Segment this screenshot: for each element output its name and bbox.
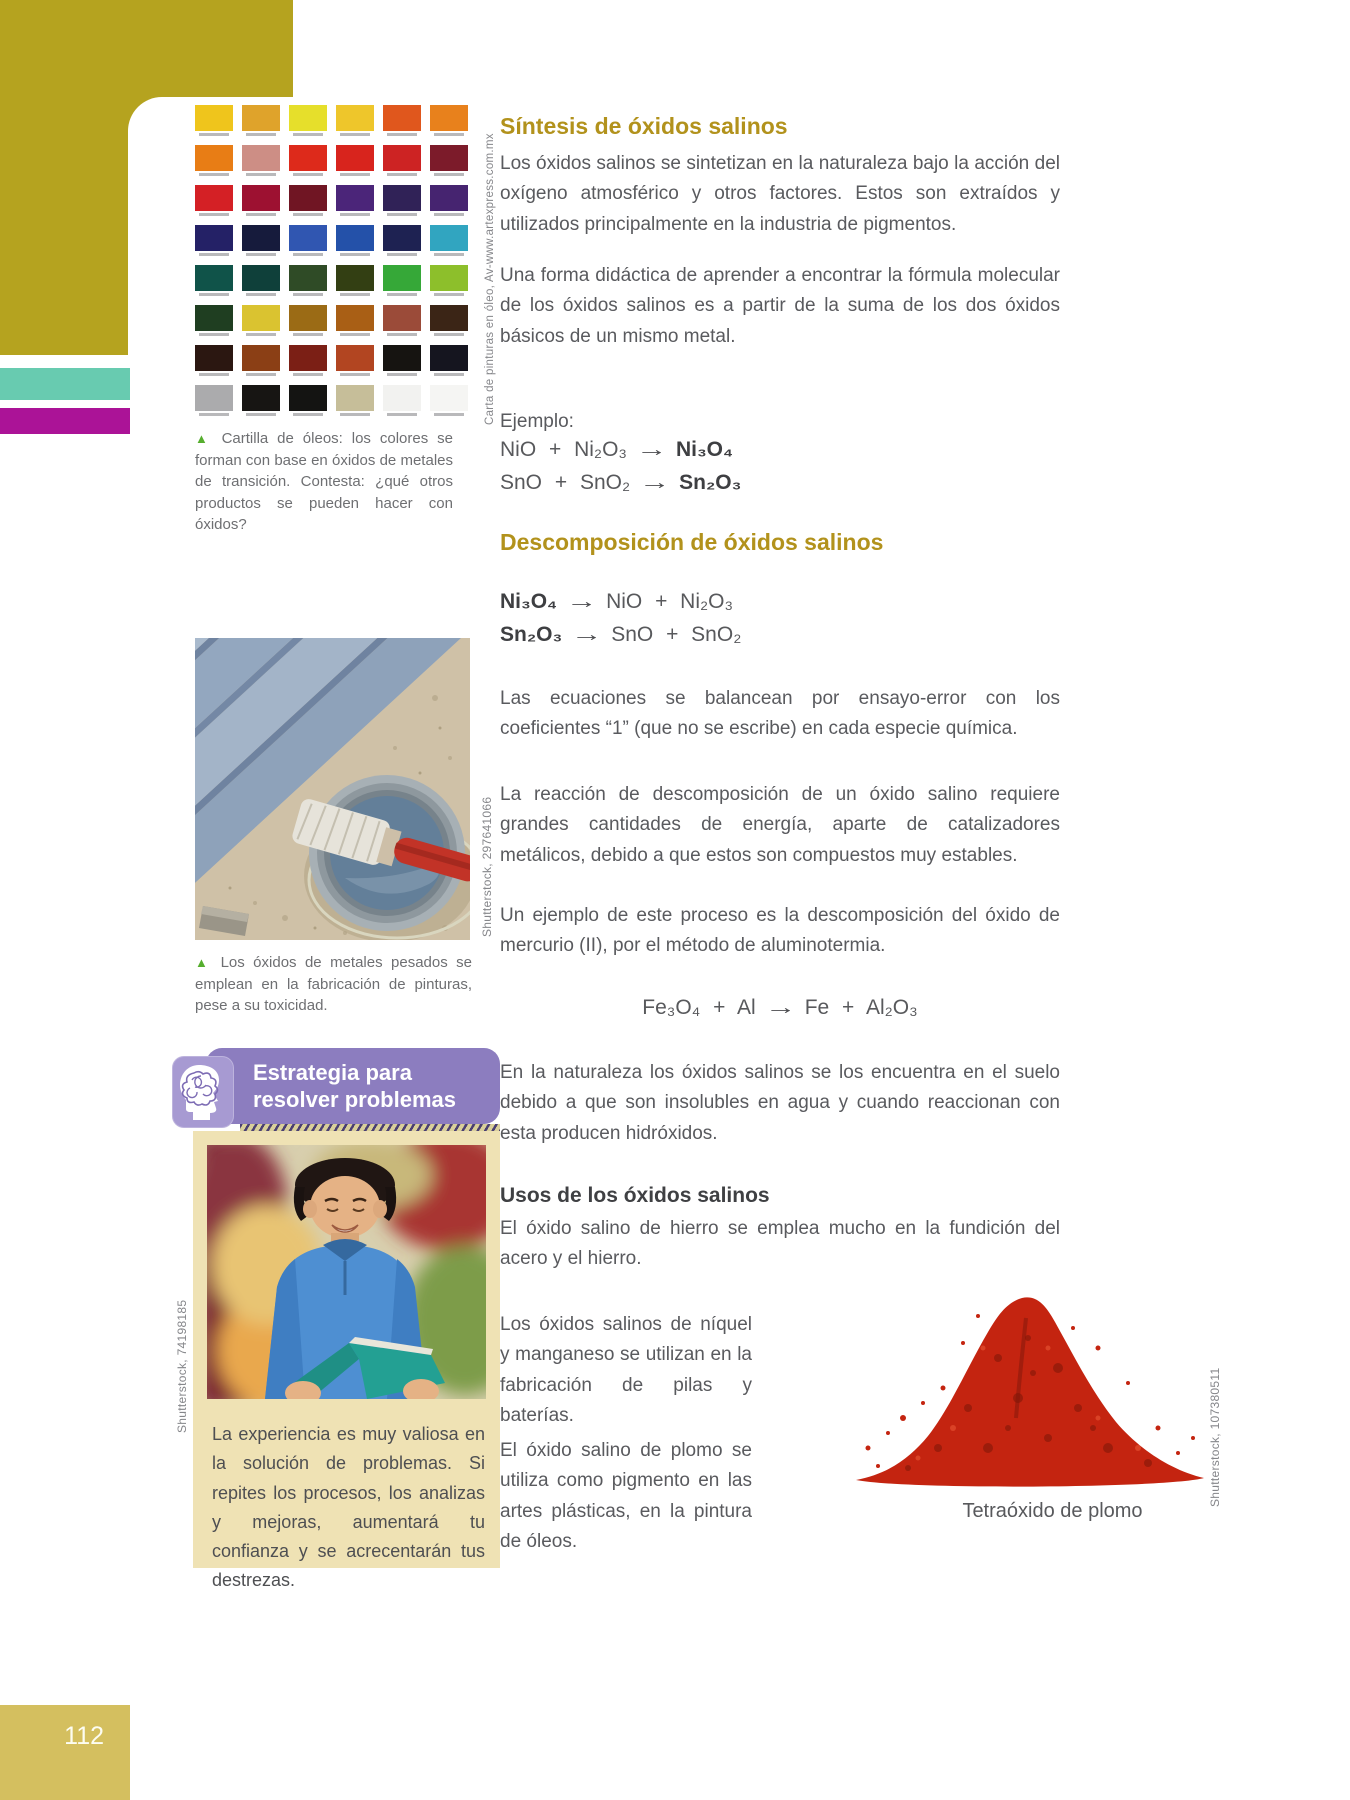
paint-swatch-label (293, 293, 323, 296)
paint-swatch-label (387, 133, 417, 136)
paint-swatch (242, 345, 280, 376)
chart-caption (195, 428, 453, 536)
paint-swatch (195, 385, 233, 416)
paint-swatch-label (293, 333, 323, 336)
paint-swatch (242, 305, 280, 336)
paint-swatch (289, 385, 327, 416)
paint-caption-text: Los óxidos de metales pesados se emplean en la fabricación de pinturas, pese a su toxicidad. (195, 954, 472, 1014)
paint-can-photo-image (195, 638, 470, 940)
paragraph: Las ecuaciones se balancean por ensayo-error con los coeficientes “1” (que no se escribe) en cada especie química. (500, 688, 1060, 740)
paint-swatch-label (293, 213, 323, 216)
paint-swatch-label (199, 133, 229, 136)
paint-swatch (430, 265, 468, 296)
paint-swatch (336, 345, 374, 376)
paint-swatch-label (387, 413, 417, 416)
equation-aluminothermy (500, 996, 1060, 1020)
paint-swatch (289, 265, 327, 296)
equation-lhs: Fe₃O₄ + Al (642, 996, 756, 1019)
paragraph: El óxido salino de plomo se utiliza como pigmento en las artes plásticas, en la pintura de óleos. (500, 1440, 752, 1552)
paint-swatch (430, 145, 468, 176)
paint-swatch-label (246, 253, 276, 256)
paint-swatch (430, 105, 468, 136)
paint-swatch (195, 105, 233, 136)
paint-swatch-label (293, 133, 323, 136)
paint-photo-credit: Shutterstock, 297641066 (480, 796, 494, 937)
brain-head-icon (172, 1056, 234, 1128)
reaction-arrow-icon: → (565, 590, 598, 613)
paragraph: La reacción de descomposición de un óxido salino requiere grandes cantidades de energía, aparte de catalizadores metálicos, debido a que estos son compuestos muy estables. (500, 784, 1060, 866)
paint-swatch-label (434, 293, 464, 296)
equation-lhs: Ni₃O₄ (500, 590, 558, 613)
paint-swatch-label (434, 333, 464, 336)
paint-swatch-label (246, 413, 276, 416)
paint-swatch (289, 145, 327, 176)
chart-caption-text: Cartilla de óleos: los colores se forman con base en óxidos de metales de transición. Contesta: ¿qué otros productos se pueden hacer con óxidos? (195, 430, 453, 533)
paint-swatch-label (434, 373, 464, 376)
paint-swatch (383, 145, 421, 176)
lead-oxide-powder-image (848, 1288, 1213, 1493)
paint-swatch (242, 105, 280, 136)
equation-rhs: SnO + SnO₂ (611, 623, 742, 646)
paint-swatch (336, 305, 374, 336)
paint-swatch-label (434, 413, 464, 416)
paint-swatch-label (199, 173, 229, 176)
gold-corner-block-left (0, 0, 128, 355)
paint-swatch (383, 385, 421, 416)
paint-swatch (430, 385, 468, 416)
paint-swatch-label (293, 253, 323, 256)
paint-swatch-label (387, 213, 417, 216)
paint-swatch-label (293, 373, 323, 376)
paint-swatch-label (434, 133, 464, 136)
paint-swatch (242, 225, 280, 256)
paint-swatch (430, 185, 468, 216)
paint-swatch-label (199, 373, 229, 376)
equation-decomposition-2 (500, 623, 741, 647)
paragraph: Un ejemplo de este proceso es la descomposición del óxido de mercurio (II), por el método de aluminotermia. (500, 905, 1060, 957)
page-number: 112 (64, 1722, 104, 1750)
paint-swatch-label (246, 213, 276, 216)
equation-rhs: Ni₃O₄ (675, 438, 734, 461)
paint-swatch (383, 345, 421, 376)
paint-swatch-label (246, 373, 276, 376)
paint-swatch (336, 225, 374, 256)
equation-synthesis-1 (500, 438, 733, 462)
strategy-title-line2: resolver problemas (253, 1087, 456, 1112)
paragraph: El óxido salino de hierro se emplea mucho en la fundición del acero y el hierro. (500, 1218, 1060, 1270)
paint-swatch-label (246, 333, 276, 336)
paint-swatch (242, 185, 280, 216)
paint-swatch (383, 225, 421, 256)
paint-swatch (336, 385, 374, 416)
paint-swatch-label (340, 333, 370, 336)
paint-swatch-label (199, 253, 229, 256)
paint-swatch-label (199, 333, 229, 336)
reaction-arrow-icon: → (635, 438, 668, 461)
page-number-block (0, 1705, 130, 1800)
paint-swatch-label (246, 133, 276, 136)
powder-caption: Tetraóxido de plomo (962, 1500, 1143, 1522)
paragraph: Los óxidos salinos de níquel y manganeso se utilizan en la fabricación de pilas y baterías. (500, 1314, 752, 1426)
paint-swatch (195, 225, 233, 256)
paragraph: Una forma didáctica de aprender a encontrar la fórmula molecular de los óxidos salinos es a partir de la suma de los dos óxidos básicos de un mismo metal. (500, 265, 1060, 347)
paint-swatch-label (387, 173, 417, 176)
paint-swatch-label (340, 413, 370, 416)
reaction-arrow-icon: → (570, 623, 603, 646)
paint-swatch-label (199, 293, 229, 296)
strategy-title (253, 1059, 498, 1113)
paint-swatch-label (387, 253, 417, 256)
paragraph: En la naturaleza los óxidos salinos se los encuentra en el suelo debido a que son insolubles en agua y cuando reaccionan con esta producen hidróxidos. (500, 1062, 1060, 1144)
paint-swatch (289, 105, 327, 136)
heading-decomposition: Descomposición de óxidos salinos (500, 529, 884, 555)
strategy-title-line1: Estrategia para (253, 1060, 412, 1085)
heading-uses: Usos de los óxidos salinos (500, 1184, 770, 1207)
paint-swatch-label (387, 373, 417, 376)
paint-swatch (289, 185, 327, 216)
paint-swatch (430, 345, 468, 376)
paint-swatch-label (387, 293, 417, 296)
paint-swatch (336, 265, 374, 296)
paint-can-photo (195, 638, 470, 940)
boy-photo-credit: Shutterstock, 74198185 (175, 1299, 189, 1433)
powder-photo-credit: Shutterstock, 107380511 (1208, 1367, 1222, 1507)
oil-paint-color-chart (195, 105, 469, 416)
paragraph: Los óxidos salinos se sintetizan en la naturaleza bajo la acción del oxígeno atmosférico y otros factores. Estos son extraídos y utilizados principalmente en la industria de pigmentos. (500, 153, 1060, 235)
caption-triangle-icon: ▲ (195, 431, 213, 446)
paint-caption (195, 952, 472, 1017)
paint-swatch-label (387, 333, 417, 336)
equation-rhs: NiO + Ni₂O₃ (606, 590, 734, 613)
paint-swatch (430, 225, 468, 256)
equation-lhs: NiO + Ni₂O₃ (500, 438, 627, 461)
paint-swatch (383, 185, 421, 216)
boy-reading-photo (207, 1145, 486, 1399)
paint-swatch-label (340, 173, 370, 176)
teal-edge-bar (0, 368, 130, 400)
strategy-body-text: La experiencia es muy valiosa en la solución de problemas. Si repites los procesos, los analizas y mejoras, aumentará tu confianza y se acrecentarán tus destrezas. (212, 1424, 485, 1591)
equation-lhs: SnO + SnO₂ (500, 471, 631, 494)
equation-rhs: Sn₂O₃ (679, 471, 742, 494)
paint-swatch-label (340, 253, 370, 256)
paint-swatch (242, 145, 280, 176)
paint-swatch-label (434, 213, 464, 216)
lead-oxide-powder-photo (848, 1288, 1213, 1493)
caption-triangle-icon: ▲ (195, 955, 213, 970)
reaction-arrow-icon: → (638, 471, 671, 494)
chart-credit: Carta de pinturas en óleo, Av-www.artexpress.com.mx (484, 133, 496, 425)
paint-swatch (289, 345, 327, 376)
paint-swatch (195, 305, 233, 336)
paint-swatch (336, 185, 374, 216)
paint-swatch (336, 105, 374, 136)
boy-reading-photo-image (207, 1145, 486, 1399)
equation-decomposition-1 (500, 590, 733, 614)
paint-swatch (383, 265, 421, 296)
paint-swatch-label (340, 213, 370, 216)
magenta-edge-bar (0, 408, 130, 434)
paint-swatch-label (246, 293, 276, 296)
paint-swatch-label (199, 213, 229, 216)
paint-swatch (195, 185, 233, 216)
paint-swatch-label (434, 253, 464, 256)
paint-swatch-label (246, 173, 276, 176)
paint-swatch-label (293, 413, 323, 416)
equation-lhs: Sn₂O₃ (500, 623, 563, 646)
paint-swatch (289, 305, 327, 336)
paint-swatch-label (434, 173, 464, 176)
paint-swatch (242, 265, 280, 296)
heading-synthesis: Síntesis de óxidos salinos (500, 113, 788, 139)
equation-rhs: Fe + Al₂O₃ (804, 996, 918, 1019)
paint-swatch (336, 145, 374, 176)
paint-swatch-label (340, 293, 370, 296)
paint-swatch (242, 385, 280, 416)
reaction-arrow-icon: → (764, 996, 796, 1019)
paint-swatch (383, 105, 421, 136)
paint-swatch-label (340, 373, 370, 376)
paint-swatch (430, 305, 468, 336)
paint-swatch-label (199, 413, 229, 416)
paint-swatch (195, 265, 233, 296)
paint-swatch (383, 305, 421, 336)
paint-swatch (195, 345, 233, 376)
equation-synthesis-2 (500, 471, 741, 495)
paint-swatch-label (293, 173, 323, 176)
example-label: Ejemplo: (500, 411, 574, 432)
paint-swatch-label (340, 133, 370, 136)
paint-swatch (289, 225, 327, 256)
paint-swatch (195, 145, 233, 176)
